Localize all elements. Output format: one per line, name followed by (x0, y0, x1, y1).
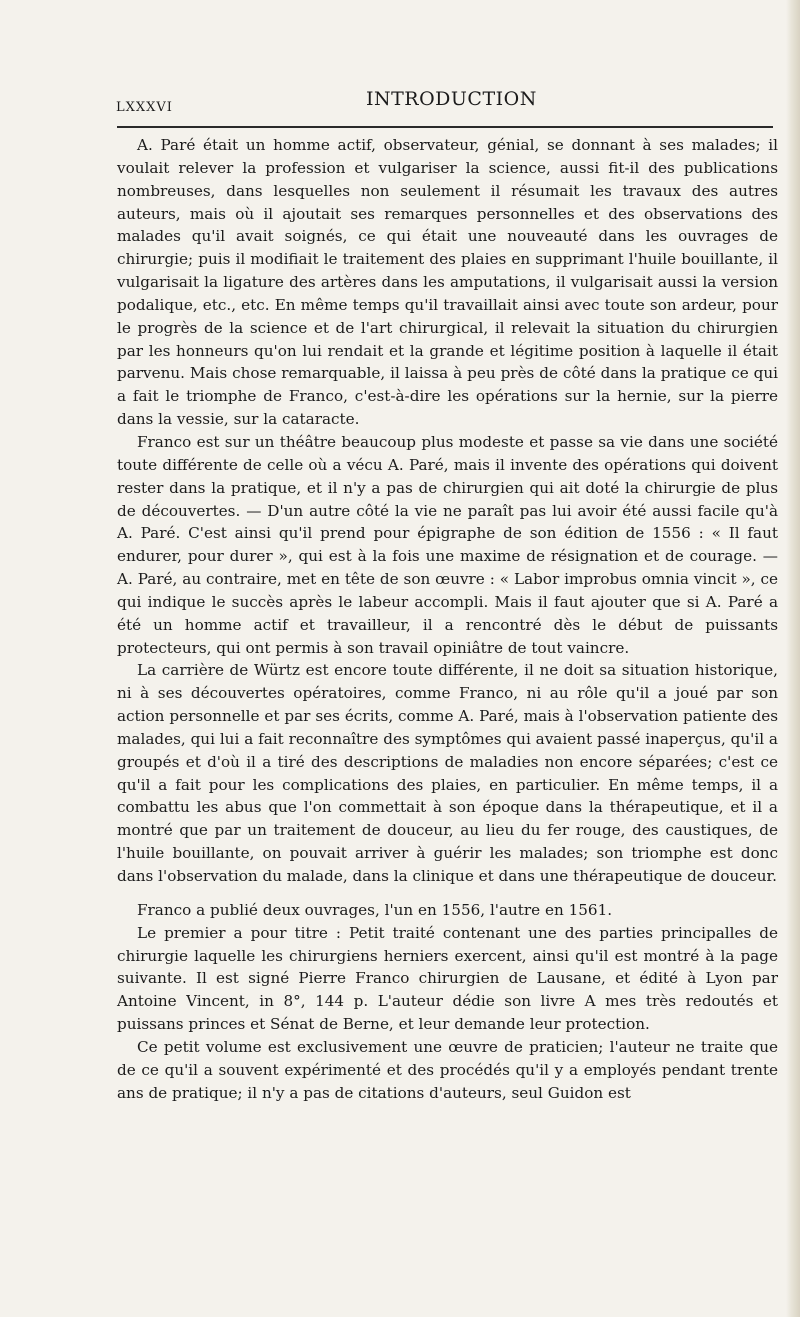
page-edge-shadow (786, 0, 800, 1317)
paragraph: La carrière de Würtz est encore toute différente, il ne doit sa situation historique, ni à ses découvertes opératoires, comme Franco, ni au rôle qu'il a joué par son action personnelle et par ses écrits, comme A. Paré, mais à l'observation patiente des malades, qui lui a fait reconnaître des symptômes qui avaient passé inaperçus, qu'il a groupés et d'où il a tiré des descriptions de maladies non encore séparées; c'est ce qu'il a fait pour les complications des plaies, en particulier. En même temps, il a combattu les abus que l'on commettait à son époque dans la thérapeutique, et il a montré que par un traitement de douceur, au lieu du fer rouge, des caustiques, de l'huile bouillante, on pouvait arriver à guérir les malades; son triomphe est donc dans l'observation du malade, dans la clinique et dans une thérapeutique de douceur. (117, 661, 778, 885)
page-number: LXXXVI (116, 100, 173, 115)
header-rule (117, 126, 773, 128)
paragraph: Ce petit volume est exclusivement une œuvre de praticien; l'auteur ne traite que de ce qu'il a souvent expérimenté et des procédés qu'il y a employés pendant trente ans de pratique; il n'y a pas de citations d'auteurs, seul Guidon est (117, 1037, 778, 1102)
paragraph: Franco a publié deux ouvrages, l'un en 1556, l'autre en 1561. (137, 900, 613, 919)
page-header (116, 88, 776, 122)
paragraph: Franco est sur un théâtre beaucoup plus modeste et passe sa vie dans une société toute différente de celle où a vécu A. Paré, mais il invente des opérations qui doivent rester dans la pratique, et il n'y a pas de chirurgien qui ait doté la chirurgie de plus de découvertes. — D'un autre côté la vie ne paraît pas lui avoir été aussi facile qu'à A. Paré. C'est ainsi qu'il prend pour épigraphe de son édition de 1556 : « Il faut endurer, pour durer », qui est à la fois une maxime de résignation et de courage. — A. Paré, au contraire, met en tête de son œuvre : « Labor improbus omnia vincit », ce qui indique le succès après le labeur accompli. Mais il faut ajouter que si A. Paré a été un homme actif et travailleur, il a rencontré dès le début de puissants protecteurs, qui ont permis à son travail opiniâtre de tout vaincre. (117, 432, 778, 657)
paragraph: A. Paré était un homme actif, observateur, génial, se donnant à ses malades; il voulait relever la profession et vulgariser la science, aussi fit-il des publications nombreuses, dans lesquelles non seulement il résumait les travaux des autres auteurs, mais où il ajoutait ses remarques personnelles et des observations des malades qu'il avait soignés, ce qui était une nouveauté dans les ouvrages de chirurgie; puis il modifiait le traitement des plaies en supprimant l'huile bouillante, il vulgarisait la ligature des artères dans les amputations, il vulgarisait aussi la version podalique, etc., etc. En même temps qu'il travaillait ainsi avec toute son ardeur, pour le progrès de la science et de l'art chirurgical, il relevait la situation du chirurgien par les honneurs qu'on lui rendait et la grande et légitime position à laquelle il était parvenu. Mais chose remarquable, il laissa à peu près de côté dans la pratique ce qui a fait le triomphe de Franco, c'est-à-dire les opérations sur la hernie, sur la pierre dans la vessie, sur la cataracte. (117, 136, 778, 429)
running-title: INTRODUCTION (366, 88, 537, 110)
paragraph: Le premier a pour titre : Petit traité contenant une des parties principalles de chirurgie laquelle les chirurgiens herniers exercent, ainsi qu'il est montré à la page suivante. Il est signé Pierre Franco chirurgien de Lausane, et édité à Lyon par Antoine Vincent, in 8°, 144 p. L'auteur dédie son livre A mes très redoutés et puissans princes et Sénat de Berne, et leur demande leur protection. (117, 923, 778, 1034)
body-text (117, 134, 778, 1104)
